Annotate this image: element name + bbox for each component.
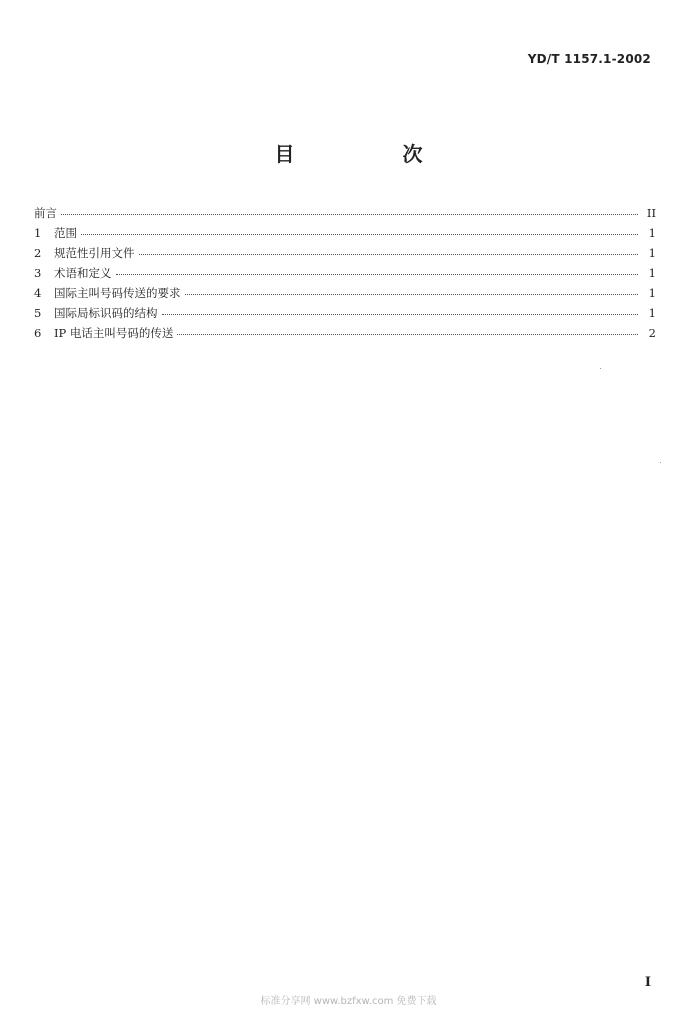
toc-entry-label: 前言: [34, 206, 57, 220]
toc-entry-scope[interactable]: [34, 223, 656, 243]
dot-leader: [185, 294, 639, 295]
dot-leader: [61, 214, 638, 215]
page-number: I: [644, 975, 651, 990]
scan-speck: [660, 462, 661, 463]
toc-entry-foreword[interactable]: [34, 203, 656, 223]
toc-entry-page: II: [646, 206, 656, 220]
toc-entry-label: 国际局标识码的结构: [54, 306, 158, 320]
toc-entry-number: 3: [34, 266, 42, 280]
toc-entry-number: 5: [34, 306, 42, 320]
toc-entry-terms-definitions[interactable]: [34, 263, 656, 283]
toc-entry-office-id-structure[interactable]: [34, 303, 656, 323]
dot-leader: [139, 254, 639, 255]
toc-entry-page: 1: [648, 286, 656, 300]
toc-entry-page: 1: [648, 266, 656, 280]
toc-entry-label: 术语和定义: [54, 266, 112, 280]
dot-leader: [116, 274, 639, 275]
toc-list: [34, 203, 656, 343]
toc-entry-label: 范围: [54, 226, 77, 240]
dot-leader: [81, 234, 638, 235]
dot-leader: [162, 314, 639, 315]
toc-entry-caller-number-requirements[interactable]: [34, 283, 656, 303]
toc-entry-normative-references[interactable]: [34, 243, 656, 263]
toc-entry-number: 4: [34, 286, 42, 300]
toc-title: 目 次: [274, 142, 467, 166]
toc-entry-ip-phone-transfer[interactable]: [34, 323, 656, 343]
toc-entry-label: 规范性引用文件: [54, 246, 135, 260]
watermark: 标准分享网 www.bzfxw.com 免费下载: [260, 996, 437, 1007]
standard-code: YD/T 1157.1-2002: [527, 52, 651, 66]
scan-speck: [600, 368, 601, 369]
toc-entry-label: 国际主叫号码传送的要求: [54, 286, 181, 300]
toc-entry-page: 2: [648, 326, 656, 340]
toc-entry-label: IP 电话主叫号码的传送: [54, 326, 174, 340]
toc-entry-page: 1: [648, 246, 656, 260]
dot-leader: [177, 334, 638, 335]
toc-entry-page: 1: [648, 306, 656, 320]
toc-entry-number: 6: [34, 326, 42, 340]
toc-entry-number: 2: [34, 246, 42, 260]
toc-entry-page: 1: [648, 226, 656, 240]
toc-entry-number: 1: [34, 226, 42, 240]
